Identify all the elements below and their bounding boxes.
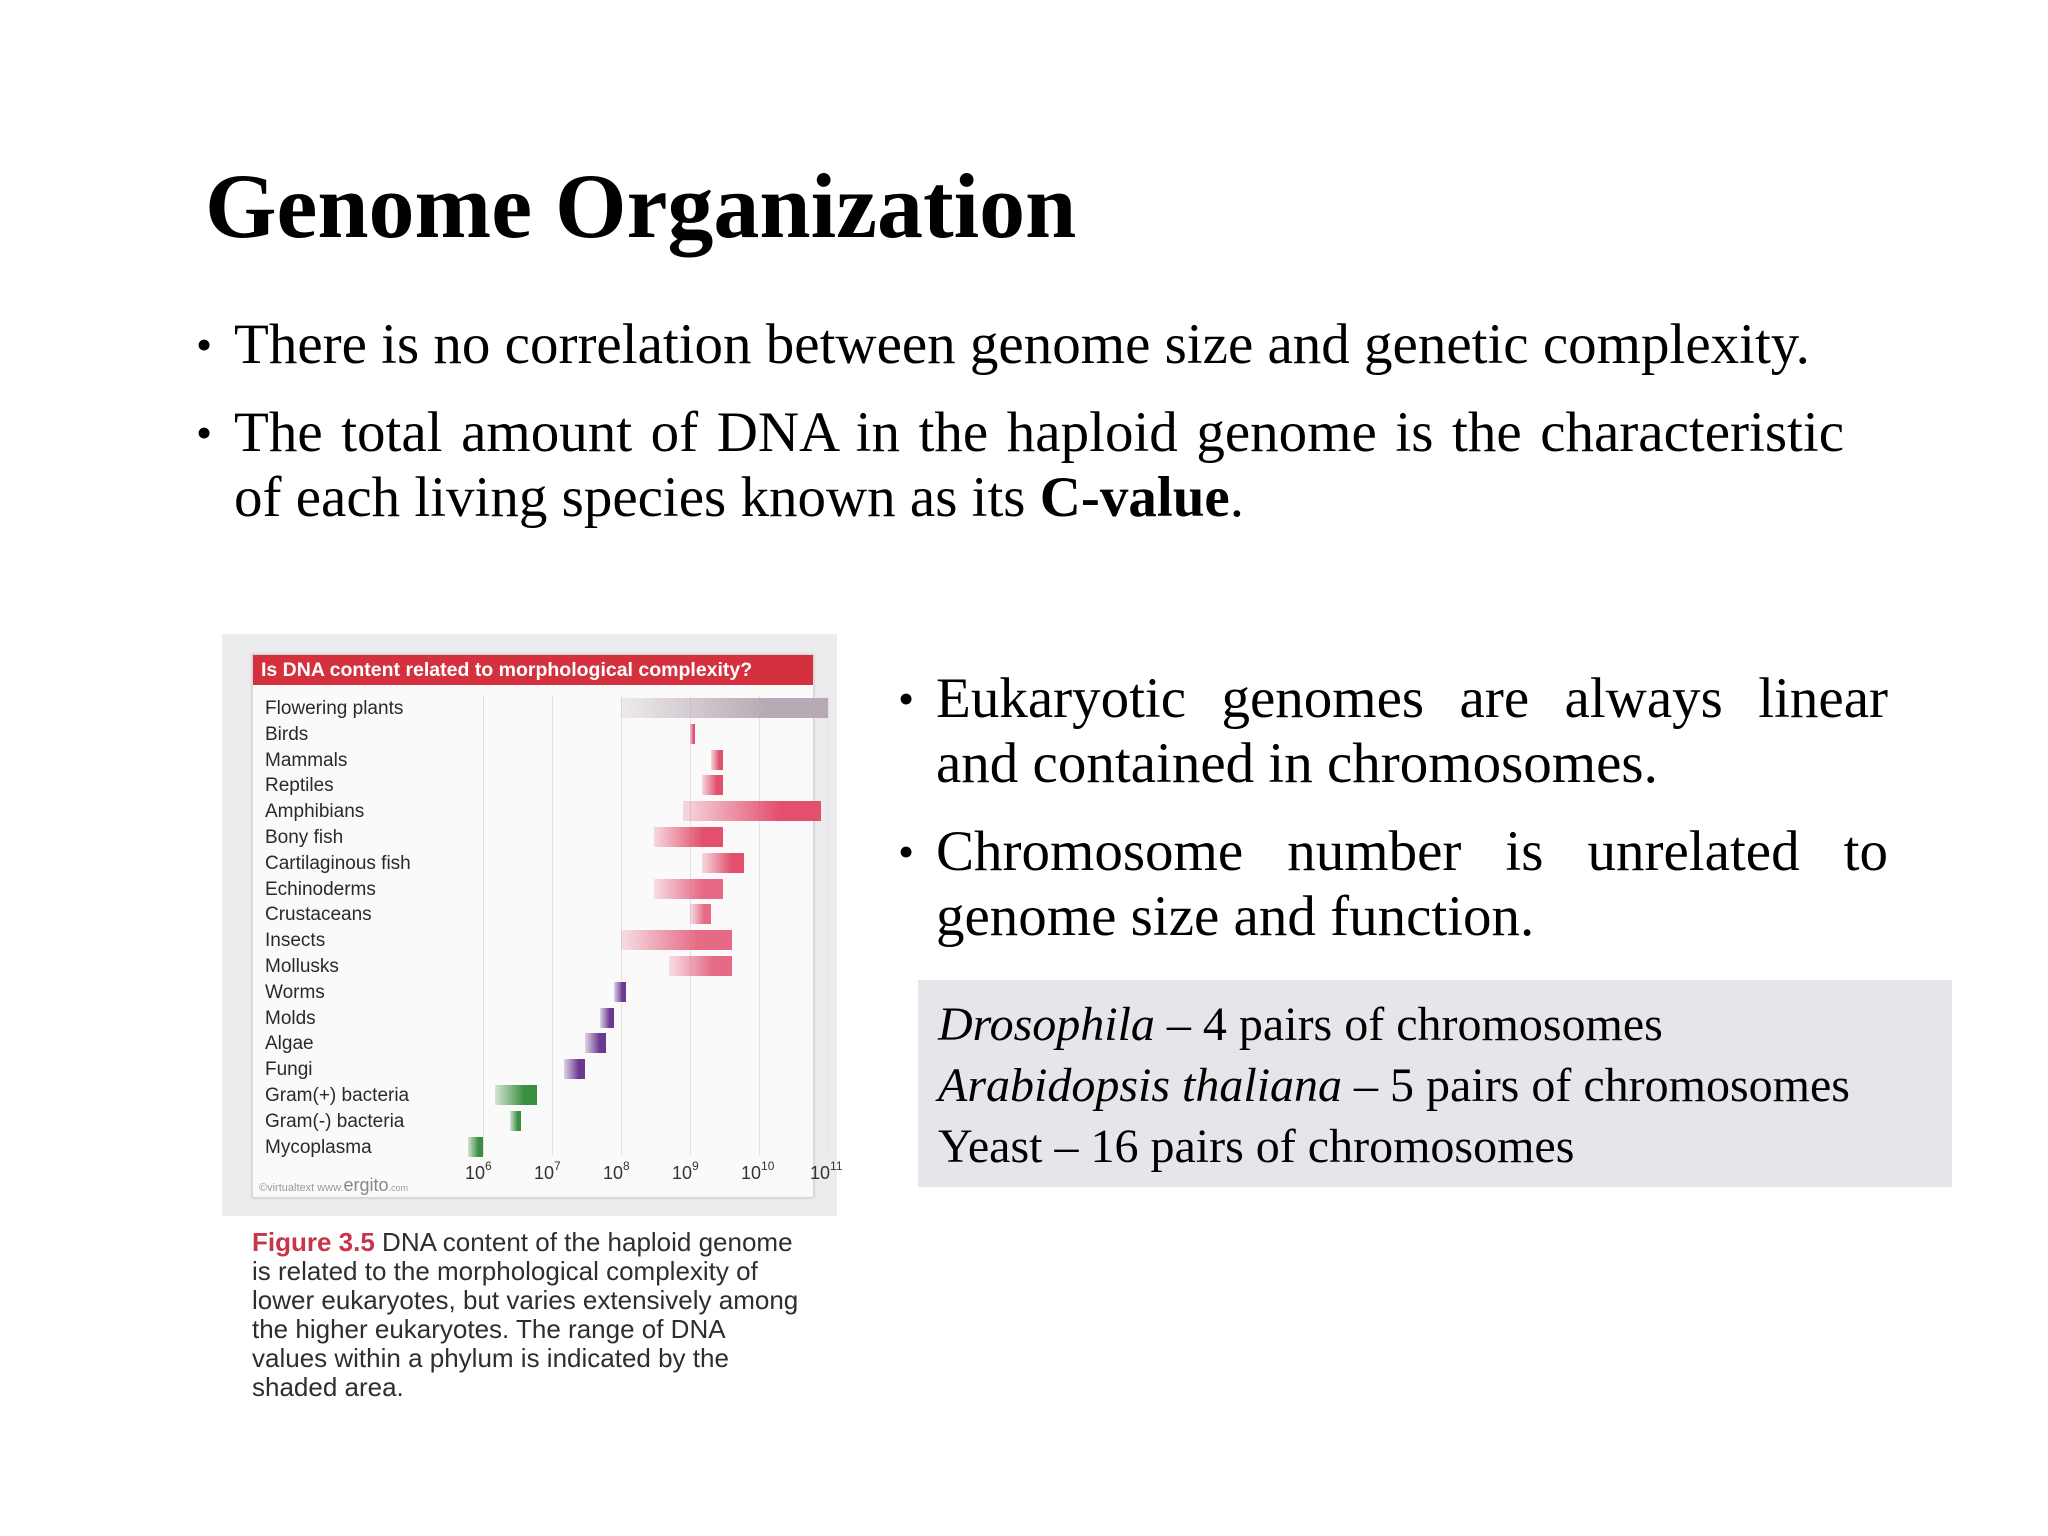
x-tick-label: $10^6$ — [465, 1159, 492, 1183]
bullet-eukaryotic-linear — [898, 666, 1888, 796]
x-tick-label: $10^{10}$ — [741, 1159, 775, 1183]
dna-range-bar — [669, 956, 731, 976]
dna-range-bar — [702, 775, 723, 795]
row-label: Reptiles — [265, 775, 334, 797]
example-drosophila — [938, 994, 1932, 1055]
row-label: Mammals — [265, 749, 348, 771]
row-label: Flowering plants — [265, 698, 404, 719]
x-tick-label: $10^9$ — [672, 1159, 699, 1183]
dna-range-bar — [510, 1111, 520, 1131]
caption-text: DNA content of the haploid genome is related to the morphological complexity of lower eukaryotes, but varies extensively among the higher eukaryotes. The range of DNA values within a phylum is indicated by the shaded area. — [252, 1227, 799, 1402]
dna-range-bar — [654, 827, 723, 847]
figure-caption — [252, 1228, 802, 1402]
x-gridline — [483, 695, 484, 1155]
credit-suffix: .com — [388, 1183, 409, 1193]
organism-name: Drosophila — [938, 998, 1155, 1051]
bullet-text: The total amount of DNA in the haploid genome is the characteristic of each living species known as its — [234, 401, 1844, 529]
dna-content-figure — [252, 654, 843, 1198]
figure-banner: Is DNA content related to morphological complexity? — [253, 655, 813, 685]
bullet-chromosome-number — [898, 819, 1888, 949]
figure-panel — [222, 634, 843, 1216]
dna-range-bar — [621, 698, 828, 718]
dna-range-bar — [690, 904, 711, 924]
dna-range-bar — [600, 1008, 614, 1028]
row-label: Molds — [265, 1007, 316, 1029]
dna-range-bar — [564, 1059, 585, 1079]
bullet-text-end: . — [1229, 466, 1244, 529]
row-label: Worms — [265, 981, 325, 1003]
organism-name: Yeast — [938, 1120, 1043, 1173]
row-label: Mycoplasma — [265, 1136, 372, 1158]
row-label: Fungi — [265, 1059, 313, 1081]
x-tick-label: $10^{11}$ — [810, 1159, 843, 1183]
figure-number: Figure 3.5 — [252, 1227, 375, 1257]
figure-credit — [259, 1175, 408, 1196]
row-label: Cartilaginous fish — [265, 852, 411, 874]
dna-range-bar — [683, 801, 821, 821]
dna-range-bar — [585, 1033, 606, 1053]
organism-name: Arabidopsis thaliana — [938, 1059, 1343, 1112]
credit-prefix: ©virtualtext www. — [259, 1182, 344, 1194]
row-label: Gram(-) bacteria — [265, 1110, 405, 1132]
bullet-genome-size — [196, 312, 1844, 377]
dna-range-bar — [621, 930, 732, 950]
bullet-dot: • — [196, 407, 213, 458]
x-tick-label: $10^8$ — [603, 1159, 630, 1183]
row-label: Insects — [265, 930, 326, 952]
dna-range-bar — [614, 982, 626, 1002]
example-text: – 5 pairs of chromosomes — [1342, 1059, 1850, 1112]
row-label: Crustaceans — [265, 904, 372, 926]
bullet-dot: • — [196, 319, 213, 370]
x-gridline — [690, 695, 691, 1155]
row-label: Birds — [265, 723, 309, 745]
row-label: Mollusks — [265, 956, 339, 977]
example-text: – 4 pairs of chromosomes — [1154, 998, 1663, 1051]
credit-brand: ergito — [343, 1175, 389, 1195]
dna-range-bar — [654, 879, 723, 899]
x-tick-label: $10^7$ — [534, 1159, 561, 1183]
c-value-term: C-value — [1039, 466, 1230, 529]
x-gridline — [552, 695, 553, 1155]
dna-range-bar — [690, 724, 695, 744]
right-bullet-list — [898, 666, 1888, 949]
example-yeast — [938, 1116, 1932, 1177]
row-label: Echinoderms — [265, 878, 376, 900]
slide-title: Genome Organization — [205, 155, 1077, 257]
example-arabidopsis — [938, 1055, 1932, 1116]
bullet-text: Chromosome number is unrelated to genome size and function. — [936, 820, 1888, 948]
dna-range-bar — [702, 853, 744, 873]
row-label: Gram(+) bacteria — [265, 1085, 410, 1106]
dna-range-bar — [495, 1085, 537, 1105]
bullet-text: There is no correlation between genome size and genetic complexity. — [234, 313, 1810, 376]
row-label: Amphibians — [265, 801, 365, 823]
row-label: Algae — [265, 1033, 314, 1055]
top-bullet-list — [196, 312, 1844, 530]
row-label: Bony fish — [265, 827, 344, 848]
chromosome-examples-box — [918, 980, 1952, 1187]
bullet-c-value — [196, 400, 1844, 530]
x-gridline — [621, 695, 622, 1155]
x-gridline — [759, 695, 760, 1155]
x-gridline — [828, 695, 829, 1155]
bullet-dot: • — [898, 673, 915, 724]
bullet-dot: • — [898, 826, 915, 877]
dna-range-bar — [711, 750, 723, 770]
bullet-text: Eukaryotic genomes are always linear and contained in chromosomes. — [936, 667, 1888, 795]
example-text: – 16 pairs of chromosomes — [1042, 1120, 1575, 1173]
dna-range-bar — [468, 1137, 483, 1157]
